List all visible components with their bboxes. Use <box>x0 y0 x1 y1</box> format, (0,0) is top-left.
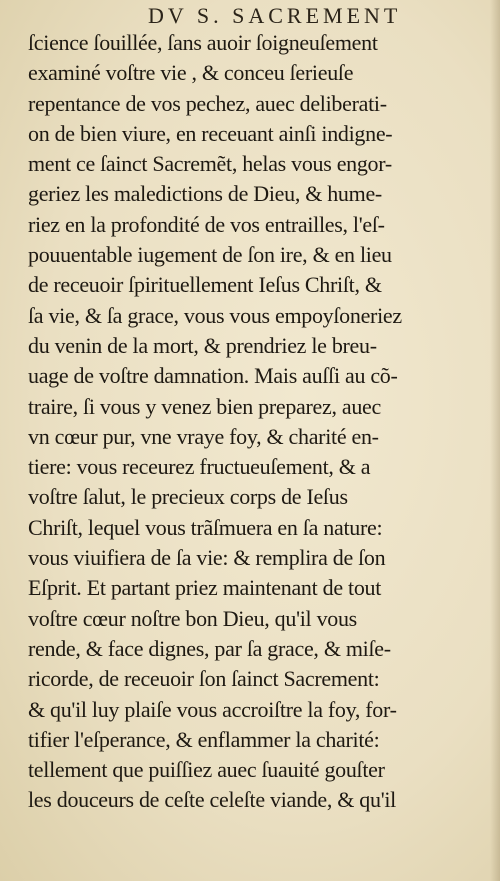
text-line: & qu'il luy plaiſe vous accroiſtre la foy, for- <box>28 696 397 722</box>
text-line: ſa vie, & ſa grace, vous vous empoyſoneriez <box>28 302 402 328</box>
text-line: repentance de vos pechez, auec deliberati- <box>28 90 387 116</box>
text-line: tiere: vous receurez fructueuſement, & a <box>28 454 371 480</box>
text-line: ment ce ſainct Sacremẽt, helas vous engor- <box>28 151 392 177</box>
text-line: riez en la profondité de vos entrailles, l'eſ- <box>28 211 385 237</box>
text-line: on de bien viure, en receuant ainſi indigne- <box>28 120 393 146</box>
text-line: du venin de la mort, & prendriez le breu- <box>28 332 377 358</box>
text-line: ſcience ſouillée, ſans auoir ſoigneuſement <box>28 30 378 55</box>
text-line: ricorde, de receuoir ſon ſainct Sacrement: <box>28 666 380 692</box>
text-line: les douceurs de ceſte celeſte viande, & qu'il <box>28 787 396 813</box>
text-line: Chriſt, lequel vous trãſmuera en ſa nature: <box>28 514 383 540</box>
body-text <box>28 28 488 816</box>
text-line: Eſprit. Et partant priez maintenant de tout <box>28 575 382 601</box>
running-head: DV S. SACREMENT <box>148 3 402 28</box>
text-line: tellement que puiſſiez auec ſuauité gouſter <box>28 757 385 783</box>
text-line: vn cœur pur, vne vraye foy, & charité en- <box>28 423 379 449</box>
text-line: rende, & face dignes, par ſa grace, & miſe- <box>28 635 391 661</box>
text-line: geriez les maledictions de Dieu, & hume- <box>28 181 382 207</box>
text-line: traire, ſi vous y venez bien preparez, auec <box>28 393 381 419</box>
text-line: de receuoir ſpirituellement Ieſus Chriſt, & <box>28 272 382 298</box>
text-line: tifier l'eſperance, & enflammer la charité: <box>28 726 380 752</box>
text-line: examiné voſtre vie , & conceu ſerieuſe <box>28 60 354 86</box>
text-line: uage de voſtre damnation. Mais auſſi au cõ- <box>28 363 398 389</box>
text-line: vous viuifiera de ſa vie: & remplira de ſon <box>28 545 386 571</box>
text-line: voſtre cœur noſtre bon Dieu, qu'il vous <box>28 605 357 631</box>
text-line: voſtre ſalut, le precieux corps de Ieſus <box>28 484 348 510</box>
page-edge-shadow <box>490 0 500 881</box>
text-line: pouuentable iugement de ſon ire, & en lieu <box>28 242 392 268</box>
